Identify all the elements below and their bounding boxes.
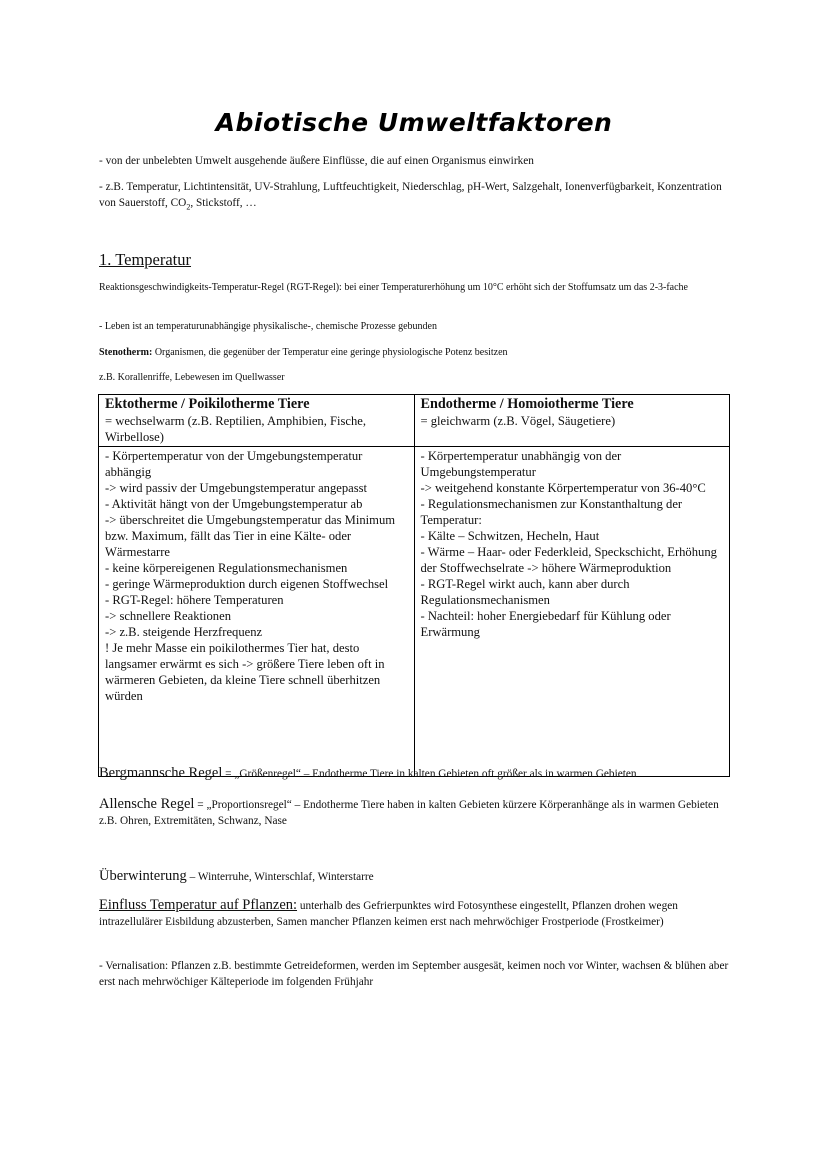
ektotherm-cell — [99, 447, 415, 777]
list-item: - Körpertemperatur unabhängig von der Umgebungstemperatur — [420, 449, 622, 479]
ektotherm-subheading: = wechselwarm (z.B. Reptilien, Amphibien, Fische, Wirbellose) — [105, 414, 367, 444]
list-item: - keine körpereigenen Regulationsmechanismen — [105, 561, 348, 575]
list-item: - Körpertemperatur von der Umgebungstemperatur abhängig — [105, 449, 363, 479]
intro-examples-text: - z.B. Temperatur, Lichtintensität, UV-Strahlung, Luftfeuchtigkeit, Niederschlag, pH-Wert, Salzgehalt, Ionenverfügbarkeit, Konzentration von Sauerstoff, CO — [99, 181, 722, 209]
plants-temperature — [99, 897, 729, 930]
endotherm-cell — [414, 447, 730, 777]
allen-text: = „Proportionsregel“ – Endotherme Tiere haben in kalten Gebieten kürzere Körperanhänge als in warmen Gebieten z.B. Ohren, Extremitäten, Schwanz, Nase — [99, 799, 719, 827]
table-body-row — [99, 447, 730, 777]
plants-text: unterhalb des Gefrierpunktes wird Fotosynthese eingestellt, Pflanzen drohen wegen intrazellulärer Eisbildung abzusterben, Samen mancher Pflanzen keimen erst nach mehrwöchiger Frostperiode (Frostkeimer) — [99, 900, 678, 928]
ueberwinterung-text: – Winterruhe, Winterschlaf, Winterstarre — [186, 871, 374, 883]
bergmann-rule — [99, 765, 729, 782]
intro-examples — [99, 179, 729, 215]
rgt-rule: Reaktionsgeschwindigkeits-Temperatur-Regel (RGT-Regel): bei einer Temperaturerhöhung um 10°C erhöht sich der Stoffumsatz um das 2-3-fache — [99, 282, 688, 293]
endotherm-subheading: = gleichwarm (z.B. Vögel, Säugetiere) — [420, 414, 616, 428]
stenotherm-label: Stenotherm: — [99, 347, 153, 358]
list-item: ! Je mehr Masse ein poikilothermes Tier hat, desto langsamer erwärmt es sich -> größere Tiere leben oft in wärmeren Gebieten, da kleine Tiere schnell überhitzen würden — [105, 641, 385, 703]
list-item: - Regulationsmechanismen zur Konstanthaltung der Temperatur: — [420, 497, 683, 527]
section-heading-temperatur: 1. Temperatur — [99, 250, 192, 269]
allen-label: Allensche Regel — [99, 796, 195, 812]
list-item: - Nachteil: hoher Energiebedarf für Kühlung oder Erwärmung — [420, 609, 671, 639]
list-item: -> schnellere Reaktionen — [105, 609, 231, 623]
comparison-table — [98, 394, 730, 777]
intro-examples-end: , Stickstoff, … — [190, 197, 257, 209]
list-item: -> überschreitet die Umgebungstemperatur das Minimum bzw. Maximum, fällt das Tier in eine Kälte- oder Wärmestarre — [105, 513, 396, 559]
table-header-row — [99, 395, 730, 447]
list-item: - geringe Wärmeproduktion durch eigenen Stoffwechsel — [105, 577, 389, 591]
list-item: - RGT-Regel: höhere Temperaturen — [105, 593, 284, 607]
co2-subscript: 2 — [186, 202, 191, 212]
list-item: -> weitgehend konstante Körpertemperatur von 36-40°C — [420, 481, 706, 495]
list-item: -> wird passiv der Umgebungstemperatur angepasst — [105, 481, 368, 495]
stenotherm-text: Organismen, die gegenüber der Temperatur eine geringe physiologische Potenz besitzen — [152, 347, 508, 358]
bergmann-text: = „Größenregel“ – Endotherme Tiere in kalten Gebieten oft größer als in warmen Gebieten — [222, 768, 637, 780]
ektotherm-heading: Ektotherme / Poikilotherme Tiere — [105, 396, 310, 412]
list-item: - Aktivität hängt von der Umgebungstemperatur ab — [105, 497, 363, 511]
bergmann-label: Bergmannsche Regel — [99, 765, 223, 781]
intro-definition: - von der unbelebten Umwelt ausgehende äußere Einflüsse, die auf einen Organismus einwirken — [99, 155, 534, 167]
vernalisation: - Vernalisation: Pflanzen z.B. bestimmte Getreideformen, werden im September ausgesät, keimen noch vor Winter, wachsen & blühen aber erst nach mehrwöchiger Kälteperiode im folgenden Frühjahr — [99, 960, 729, 988]
table-head-right — [414, 395, 730, 447]
list-item: - Wärme – Haar- oder Federkleid, Speckschicht, Erhöhung der Stoffwechselrate -> höhere Wärmeproduktion — [420, 545, 717, 575]
list-item: - RGT-Regel wirkt auch, kann aber durch Regulationsmechanismen — [420, 577, 630, 607]
table-head-left — [99, 395, 415, 447]
ueberwinterung — [99, 868, 729, 885]
endotherm-heading: Endotherme / Homoiotherme Tiere — [420, 396, 634, 412]
stenotherm-example: z.B. Korallenriffe, Lebewesen im Quellwasser — [99, 372, 285, 383]
allen-rule — [99, 796, 729, 829]
leben-statement: - Leben ist an temperaturunabhängige physikalische-, chemische Prozesse gebunden — [99, 321, 437, 332]
page-title: Abiotische Umweltfaktoren — [215, 108, 613, 137]
list-item: -> z.B. steigende Herzfrequenz — [105, 625, 263, 639]
list-item: - Kälte – Schwitzen, Hecheln, Haut — [420, 529, 600, 543]
stenotherm-definition — [99, 345, 729, 360]
ueberwinterung-label: Überwinterung — [99, 868, 187, 884]
plants-label: Einfluss Temperatur auf Pflanzen: — [99, 897, 298, 913]
